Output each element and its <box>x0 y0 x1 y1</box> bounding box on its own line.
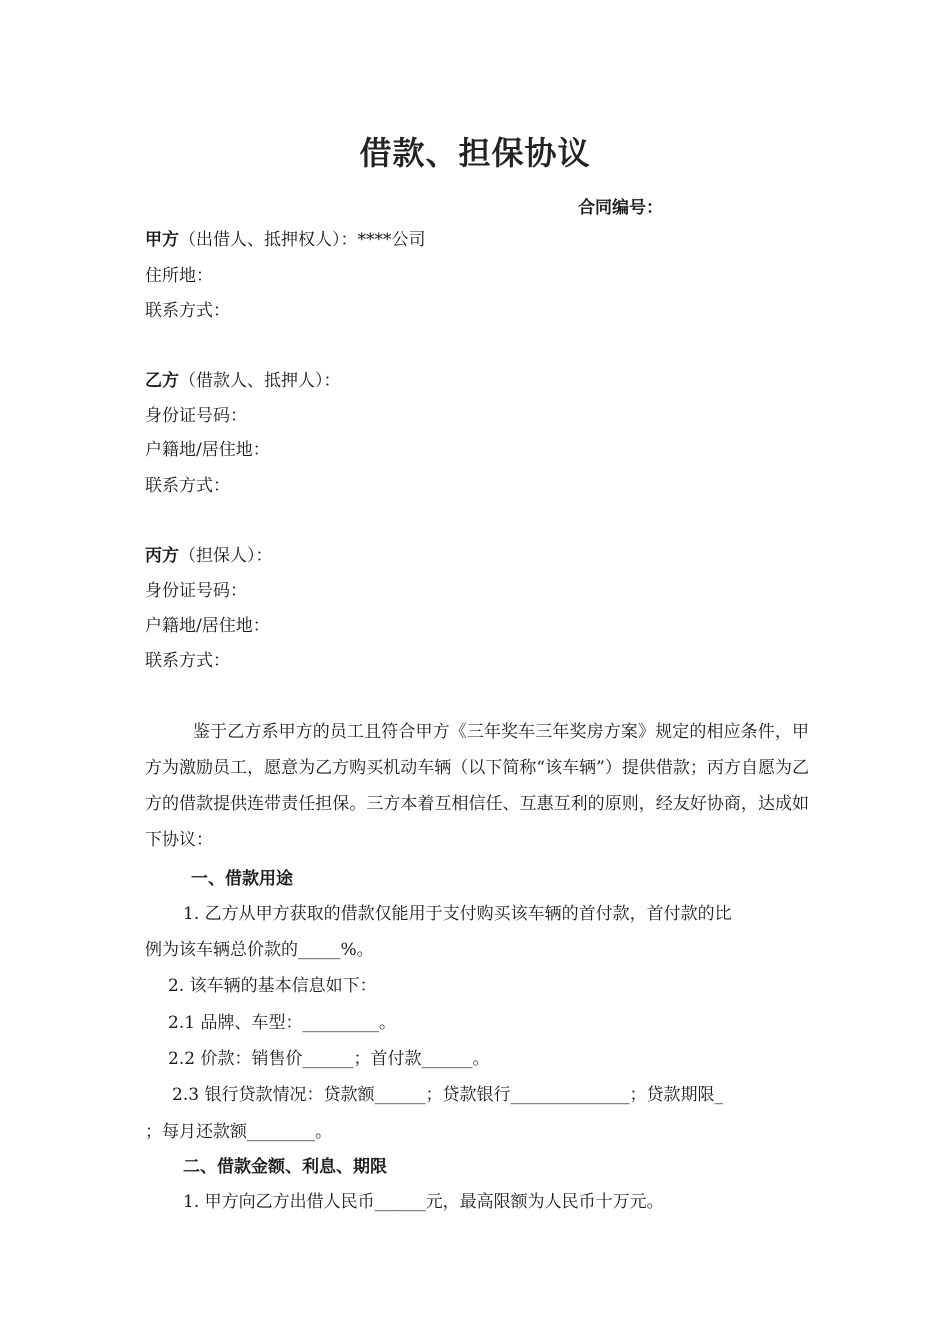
section-2-item-1: 1. 甲方向乙方出借人民币______元，最高限额为人民币十万元。 <box>183 1192 664 1212</box>
party-b-label: 乙方 <box>145 371 179 391</box>
section-1-item-1-line-1: 1. 乙方从甲方获取的借款仅能用于支付购买该车辆的首付款，首付款的比 <box>183 904 732 924</box>
party-a-role: （出借人、抵押权人）：****公司 <box>179 230 426 250</box>
party-c-label: 丙方 <box>145 546 179 566</box>
preamble-paragraph: 鉴于乙方系甲方的员工且符合甲方《三年奖车三年奖房方案》规定的相应条件，甲方为激励员工，愿意为乙方购买机动车辆（以下简称“该车辆”）提供借款；丙方自愿为乙方的借款提供连带责任担保。三方本着互相信任、互惠互利的原则，经友好协商，达成如下协议： <box>145 722 809 850</box>
party-a-contact: 联系方式： <box>145 301 230 321</box>
party-a-address: 住所地： <box>145 266 213 286</box>
party-b-id-number: 身份证号码： <box>145 406 247 426</box>
section-1-item-1-line-2: 例为该车辆总价款的_____%。 <box>145 940 374 960</box>
party-c-contact: 联系方式： <box>145 651 230 671</box>
party-c-line <box>145 544 273 568</box>
party-b-residence: 户籍地/居住地： <box>145 440 270 460</box>
contract-number-label: 合同编号： <box>578 198 663 218</box>
section-1-item-2: 2. 该车辆的基本信息如下： <box>168 976 377 996</box>
section-1-item-2-3-line-2: ；每月还款额________。 <box>145 1122 332 1142</box>
party-a-label: 甲方 <box>145 230 179 250</box>
party-a-line <box>145 228 426 252</box>
party-c-role: （担保人）： <box>179 546 273 566</box>
party-b-line <box>145 369 341 393</box>
party-b-role: （借款人、抵押人）： <box>179 371 341 391</box>
party-b-contact: 联系方式： <box>145 476 230 496</box>
section-1-item-2-3-line-1: 2.3 银行贷款情况：贷款额______；贷款银行______________；贷款期限_ <box>172 1085 723 1105</box>
document-title: 借款、担保协议 <box>359 134 591 172</box>
section-1-item-2-1: 2.1 品牌、车型：_________。 <box>168 1013 396 1033</box>
section-1-item-2-2: 2.2 价款：销售价______；首付款______。 <box>168 1049 490 1069</box>
section-1-heading: 一、借款用途 <box>191 869 293 889</box>
party-c-id-number: 身份证号码： <box>145 581 247 601</box>
section-2-heading: 二、借款金额、利息、期限 <box>183 1157 387 1177</box>
party-c-residence: 户籍地/居住地： <box>145 616 270 636</box>
